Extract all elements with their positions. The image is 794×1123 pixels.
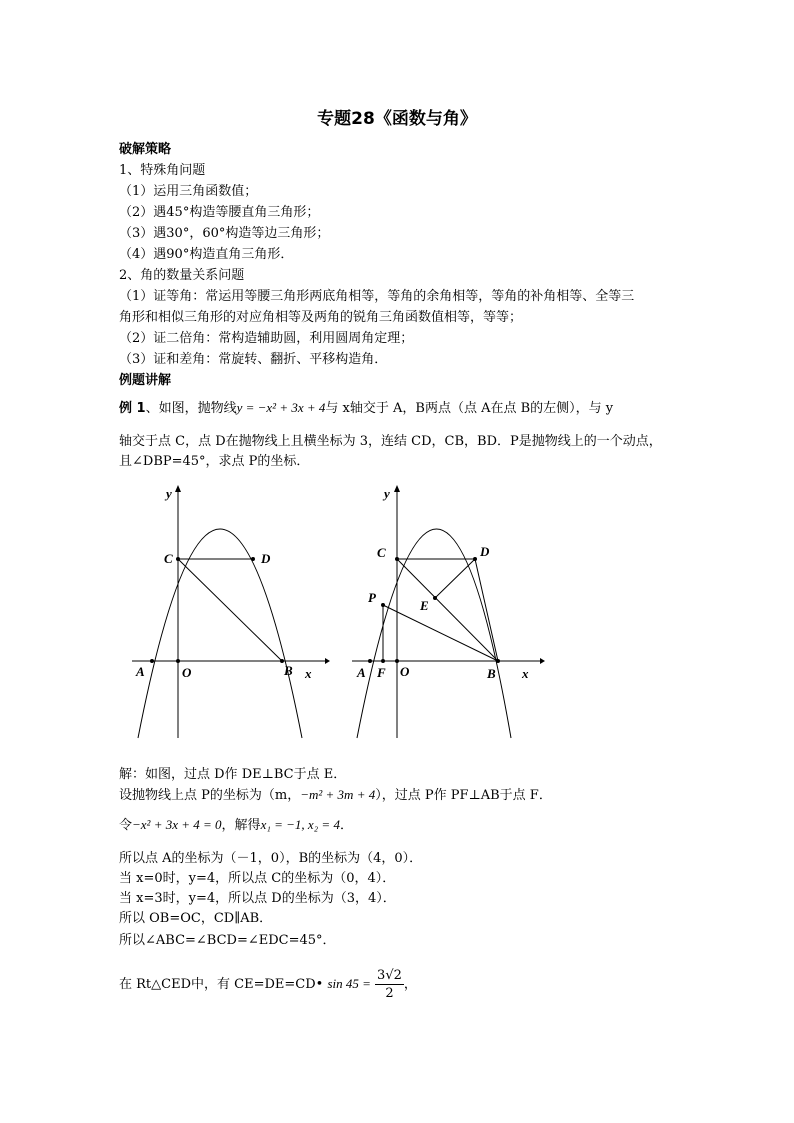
label-b: B xyxy=(487,666,496,681)
formula: −m² + 3m + 4 xyxy=(300,787,376,802)
segment-db xyxy=(475,559,498,661)
point-d xyxy=(251,557,255,561)
label-y: y xyxy=(166,486,172,501)
strategy-text: （1）证等角：常运用等腰三角形两底角相等，等角的余角相等，等角的补角相等、全等三 xyxy=(119,289,635,304)
fraction: $\frac{3√2}{2}$ xyxy=(377,968,402,1001)
strategy-text: （2）证二倍角：常构造辅助圆，利用圆周角定理； xyxy=(119,331,414,346)
solution-line: 当 x=3时，y=4，所以点 D的坐标为（3，4）． xyxy=(119,891,396,906)
strategy-item: （4）遇90°构造直角三角形． xyxy=(119,247,294,262)
segment-de xyxy=(435,559,475,598)
point-a xyxy=(150,659,154,663)
solution-line: 解：如图，过点 D作 DE⊥BC于点 E． xyxy=(119,767,347,782)
label-c: C xyxy=(377,545,386,560)
segment-cb xyxy=(397,559,498,661)
point-a xyxy=(368,659,372,663)
label-p: P xyxy=(368,590,376,605)
parabola xyxy=(138,529,302,738)
label-e: E xyxy=(420,598,429,613)
solution-line: 所以点 A的坐标为（－1，0），B的坐标为（4，0）． xyxy=(119,851,423,866)
label-o: O xyxy=(182,665,192,680)
example-heading: 例题讲解 xyxy=(119,373,172,388)
y-axis-arrow xyxy=(175,485,181,492)
example-line-2: 轴交于点 C，点 D在抛物线上且横坐标为 3，连结 CD，CB，BD．P是抛物线上的一个动点， xyxy=(119,434,662,449)
strategy-heading: 破解策略 xyxy=(119,142,172,157)
label-f: F xyxy=(377,665,386,680)
solution-line: 在 Rt△CED中，有 CE=DE=CD• sin 45 = $\frac{3√2}{2}$ ， xyxy=(119,968,417,1001)
formula: y = −x² + 3x + 4 xyxy=(236,400,326,415)
strategy-item: （2）遇45°构造等腰直角三角形； xyxy=(119,205,320,220)
label-a: A xyxy=(136,664,145,679)
label-b: B xyxy=(284,663,293,678)
solution-line: 设抛物线上点 P的坐标为（m，−m² + 3m + 4），过点 P作 PF⊥AB于点 F． xyxy=(119,787,552,803)
x-axis-arrow xyxy=(540,658,545,664)
example-line-3: 且∠DBP=45°，求点 P的坐标． xyxy=(119,454,310,469)
example-line-1: 例 1、如图，抛物线y = −x² + 3x + 4与 x轴交于 A，B两点（点 A在点 B的左侧），与 y xyxy=(119,400,614,416)
label-d: D xyxy=(480,544,490,559)
example-label: 例 1 xyxy=(119,401,146,416)
figure-1 xyxy=(130,480,330,740)
solution-line: 当 x=0时，y=4，所以点 C的坐标为（0，4）． xyxy=(119,871,396,886)
point-e xyxy=(433,596,437,600)
segment-pb xyxy=(383,605,498,661)
point-o xyxy=(176,659,180,663)
label-c: C xyxy=(164,551,173,566)
label-a: A xyxy=(357,665,366,680)
point-p xyxy=(381,603,385,607)
x-axis-arrow xyxy=(325,658,330,664)
parabola xyxy=(357,529,511,738)
solution-line: 所以∠ABC=∠BCD=∠EDC=45°． xyxy=(119,933,336,948)
strategy-section-1: 1、特殊角问题 xyxy=(119,163,206,178)
label-y: y xyxy=(384,486,390,501)
solution-line: 所以 OB=OC，CD∥AB． xyxy=(119,911,273,926)
page-title: 专题28《函数与角》 xyxy=(317,109,477,129)
formula: −x² + 3x + 4 = 0 xyxy=(132,817,222,832)
solution-line: 令−x² + 3x + 4 = 0，解得x₁ = −1, x₂ = 4． xyxy=(119,817,353,833)
strategy-item: （3）遇30°，60°构造等边三角形； xyxy=(119,226,330,241)
y-axis-arrow xyxy=(394,485,400,492)
label-x: x xyxy=(522,666,529,681)
strategy-text: 角形和相似三角形的对应角相等及两角的锐角三角函数值相等，等等； xyxy=(119,310,523,325)
point-b xyxy=(496,659,500,663)
formula: x₁ = −1, x₂ = 4 xyxy=(260,817,340,832)
point-o xyxy=(395,659,399,663)
figure-2 xyxy=(350,480,550,740)
strategy-text: （3）证和差角：常旋转、翻折、平移构造角． xyxy=(119,352,388,367)
point-c xyxy=(176,557,180,561)
label-x: x xyxy=(305,666,312,681)
point-d xyxy=(473,557,477,561)
label-d: D xyxy=(261,551,271,566)
segment-cb xyxy=(178,559,282,661)
strategy-item: （1）运用三角函数值； xyxy=(119,184,258,199)
point-f xyxy=(381,659,385,663)
strategy-section-2: 2、角的数量关系问题 xyxy=(119,268,245,283)
point-c xyxy=(395,557,399,561)
label-o: O xyxy=(400,664,410,679)
